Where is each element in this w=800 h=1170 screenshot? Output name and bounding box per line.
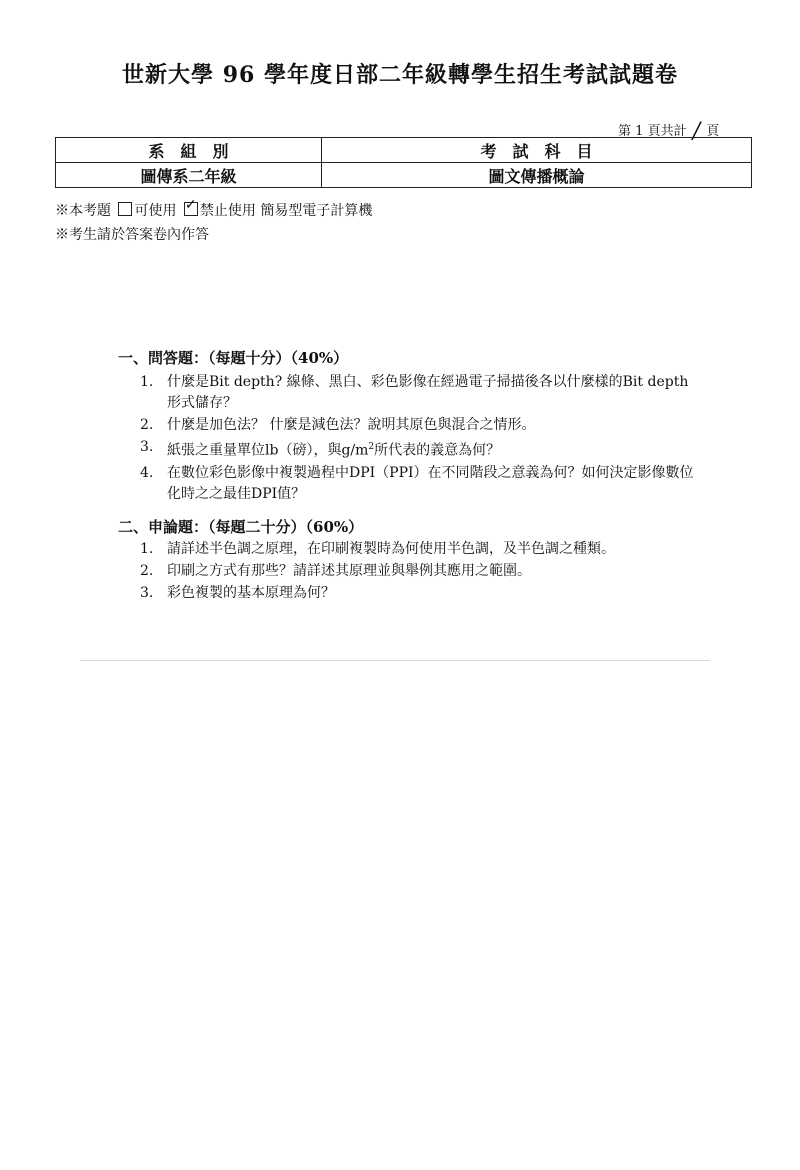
section2-questions [140,539,700,605]
exam-title: 世新大學 96 學年度日部二年級轉學生招生考試試題卷 [122,62,678,88]
checkbox-prohibited [184,197,198,216]
note-prefix: ※本考題 [55,203,111,219]
department-value: 圖傳系二年級 [56,163,322,188]
page-mid: 頁共計 [647,124,687,139]
list-item [140,415,700,436]
checkmark-icon: ✓ [184,197,197,213]
list-item [140,583,700,604]
table-value-row [56,163,752,188]
list-item [140,372,700,414]
question-text [167,437,700,462]
question-number: 4. [140,464,154,481]
scan-fold-line [80,660,710,661]
question-number: 2. [140,417,154,433]
question-number: 3. [140,585,154,601]
question-text-part: 所代表的義意為何？ [374,442,501,459]
page-suffix: 頁 [706,124,720,139]
exam-info-table [55,137,752,188]
subject-value: 圖文傳播概論 [322,163,752,188]
option-allowed-label: 可使用 [134,203,177,219]
list-item [140,561,700,582]
calculator-note [55,197,373,220]
page-prefix: 第 [618,124,632,139]
page-total: / [692,119,701,144]
section1-questions [140,372,700,506]
question-text: 印刷之方式有那些？請詳述其原理並與舉例其應用之範圍。 [167,563,531,579]
question-text: 什麼是Bit depth? 線條、黑白、彩色影像在經過電子掃描後各以什麼樣的Bit depth形式儲存？ [167,374,689,411]
subject-header: 考 試 科 目 [322,138,752,163]
question-text: 在數位彩色影像中複製過程中DPI（PPI）在不同階段之意義為何？如何決定影像數位化時之之最佳DPI值？ [167,464,694,502]
superscript: 2 [368,442,375,452]
section2-title: 二、申論題：（每題二十分）（60%） [118,518,364,536]
page-number: 1 [635,124,644,139]
question-number: 1. [140,541,154,557]
list-item [140,437,700,462]
list-item [140,463,700,505]
question-text: 請詳述半色調之原理，在印刷複製時為何使用半色調，及半色調之種類。 [167,541,615,557]
question-text: 什麼是加色法？ 什麼是減色法？說明其原色與混合之情形。 [167,417,536,433]
note-suffix: 簡易型電子計算機 [260,203,373,219]
checkbox-allowed [118,202,132,216]
department-header: 系 組 別 [56,138,322,163]
question-text: 彩色複製的基本原理為何？ [167,585,335,601]
option-prohibited-label: 禁止使用 [199,203,256,219]
question-text-part: 紙張之重量單位lb（磅），與g/m [167,442,369,459]
section1-title: 一、問答題：（每題十分）（40%） [118,349,349,367]
question-number: 1. [140,374,154,390]
answer-sheet-note: ※考生請於答案卷內作答 [55,227,209,243]
table-header-row [56,138,752,163]
list-item [140,539,700,560]
question-number: 2. [140,563,154,579]
question-number: 3. [140,439,154,455]
